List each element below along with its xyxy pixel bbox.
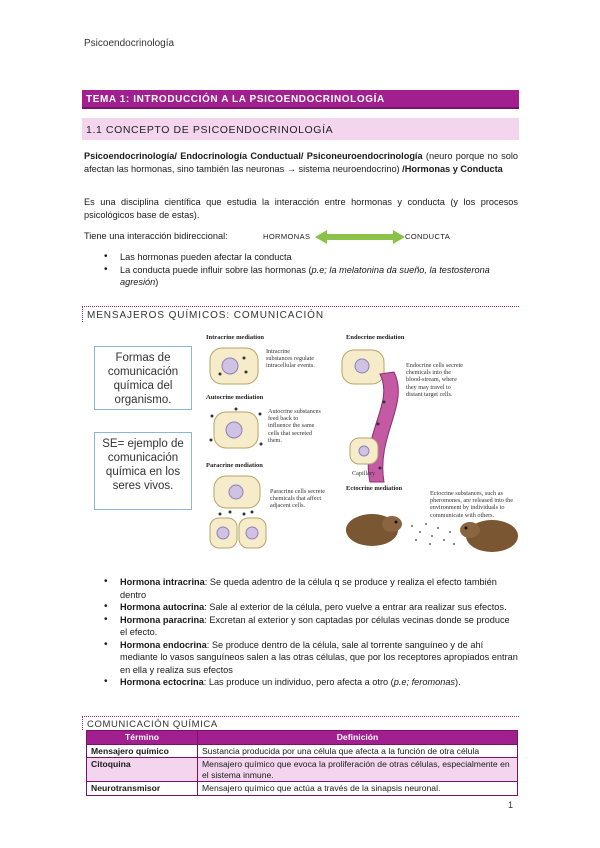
list-item: • La conducta puede influir sobre las hormonas (p.e; la melatonina da sueño, la testosterona agresión)	[100, 264, 518, 289]
intracrine-cell-illustration	[208, 346, 260, 386]
endocrine-capillary-illustration	[340, 344, 412, 484]
terms-table	[86, 730, 518, 796]
term-cell: Citoquina	[87, 758, 198, 782]
endocrine-text: Endocrine cells secrete chemicals into the blood-stream, where they may travel to distant target cells.	[406, 362, 464, 398]
term-cell: Neurotransmisor	[87, 782, 198, 796]
page-number: 1	[508, 800, 514, 810]
chemical-communication-figure	[84, 328, 524, 558]
intro-terms-rest: (neuro porque no solo afectan las hormonas, sino también las neuronas → sistema neuroendocrino)	[84, 151, 518, 174]
intracrine-title: Intracrine mediation	[206, 334, 264, 341]
double-arrow-icon	[315, 230, 405, 244]
intracrine-text: Intracrine substances regulate intracellular events.	[266, 348, 315, 370]
list-item: • Hormona ectocrina: Las produce un individuo, pero afecta a otro (p.e; feromonas).	[100, 676, 518, 689]
ectocrine-title: Ectocrine mediation	[346, 485, 403, 492]
table-row	[87, 758, 518, 782]
intro-bullet-list	[100, 251, 518, 289]
definition-cell: Mensajero químico que evoca la proliferación de otras células, especialmente en el sistema inmune.	[198, 758, 518, 782]
arrow-right-label: CONDUCTA	[405, 232, 451, 241]
autocrine-title: Autocrine mediation	[206, 394, 264, 401]
chapter-heading: TEMA 1: INTRODUCCIÓN A LA PSICOENDOCRINOLOGÍA	[82, 90, 519, 109]
arrow-left-label: HORMONAS	[263, 232, 311, 241]
list-item: • Hormona paracrina: Excretan al exterior y son captadas por células vecinas donde se produce el efecto.	[100, 614, 518, 639]
column-header-term: Término	[87, 731, 198, 745]
subsection-heading-comunicacion: COMUNICACIÓN QUÍMICA	[82, 716, 519, 730]
intro-terms-tail: /Hormonas y Conducta	[402, 164, 503, 174]
column-header-definition: Definición	[198, 731, 518, 745]
figure-caption-box-1: Formas de comunicación química del organismo.	[94, 346, 192, 410]
list-item: • Hormona intracrina: Se queda adentro de la célula q se produce y realiza el efecto también dentro	[100, 576, 518, 601]
capillary-label: Capillary	[352, 470, 376, 477]
running-header: Psicoendocrinología	[84, 38, 175, 49]
term-cell: Mensajero químico	[87, 744, 198, 758]
autocrine-cell-illustration	[208, 406, 264, 454]
hormone-types-list	[100, 576, 518, 689]
figure-caption-box-2: SE= ejemplo de comunicación química en los seres vivos.	[94, 432, 192, 510]
paracrine-text: Paracrine cells secrete chemicals that affect adjacent cells.	[270, 488, 325, 510]
autocrine-text: Autocrine substances feed back to influence the same cells that secreted them.	[268, 408, 321, 444]
list-item: • Las hormonas pueden afectar la conducta	[100, 251, 518, 264]
bidirectional-arrow	[253, 229, 453, 247]
list-item: • Hormona autocrina: Sale al exterior de la célula, pero vuelve a entrar ara realizar sus efectos.	[100, 601, 518, 614]
intro-terms-bold: Psicoendocrinología/ Endocrinología Conductual/ Psiconeuroendocrinología	[84, 151, 423, 161]
intro-terms-paragraph	[84, 150, 518, 176]
paracrine-cells-illustration	[208, 474, 268, 550]
subsection-heading-mensajeros: MENSAJEROS QUÍMICOS: COMUNICACIÓN	[82, 306, 519, 322]
definition-cell: Sustancia producida por una célula que afecta a la función de otra célula	[198, 744, 518, 758]
table-row	[87, 782, 518, 796]
table-row	[87, 744, 518, 758]
endocrine-title: Endocrine mediation	[346, 334, 405, 341]
table-header-row	[87, 731, 518, 745]
section-heading: 1.1 CONCEPTO DE PSICOENDOCRINOLOGÍA	[82, 118, 519, 140]
definition-paragraph: Es una disciplina científica que estudia la interacción entre hormonas y conducta (y los procesos psicológicos base de estas).	[84, 197, 518, 220]
interaction-label: Tiene una interacción bidireccional:	[84, 231, 228, 241]
definition-cell: Mensajero químico que actúa a través de la sinapsis neuronal.	[198, 782, 518, 796]
list-item: • Hormona endocrina: Se produce dentro de la célula, sale al torrente sanguíneo y de ahí mediante lo vasos sanguíneos salen a las otras células, que por los receptores apropiados entran en ella y realiza sus efectos	[100, 639, 518, 677]
ectocrine-text: Ectocrine substances, such as pheromones, are released into the environment by individuals to communicate with others.	[430, 490, 513, 519]
paracrine-title: Paracrine mediation	[206, 462, 263, 469]
